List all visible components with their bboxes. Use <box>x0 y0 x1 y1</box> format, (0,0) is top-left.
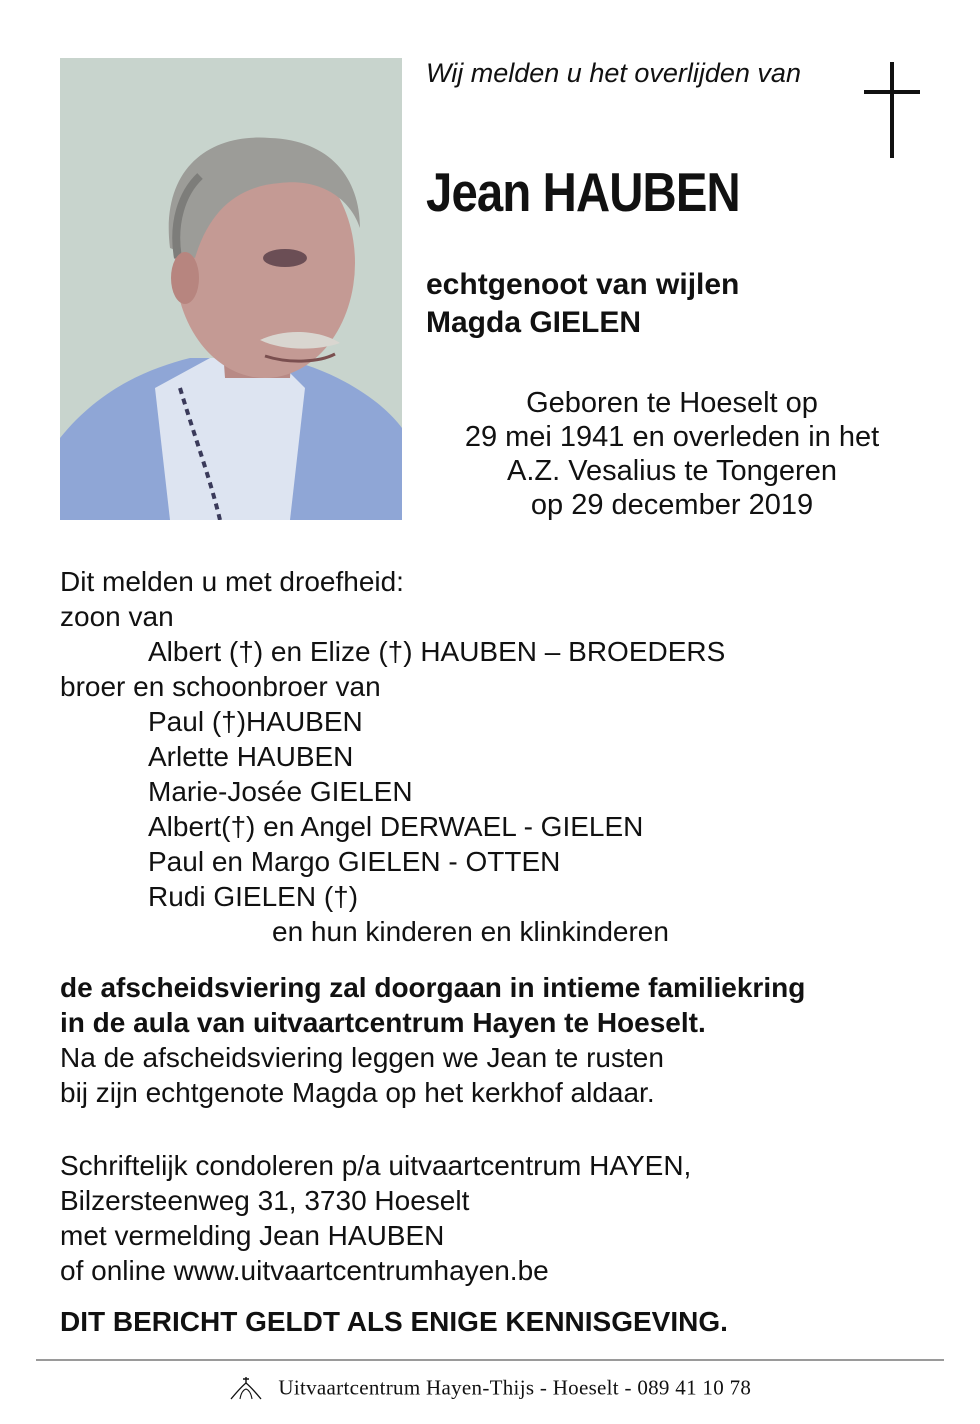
condolences-info <box>60 1148 940 1288</box>
cross-icon <box>864 62 920 160</box>
condolence-line-1: Schriftelijk condoleren p/a uitvaartcentrum HAYEN, <box>60 1150 692 1181</box>
deceased-name: Jean HAUBEN <box>426 161 740 223</box>
family-intro: Dit melden u met droefheid: <box>60 566 404 597</box>
footer-text: Uitvaartcentrum Hayen-Thijs - Hoeselt - 089 41 10 78 <box>278 1375 752 1400</box>
birth-line-1: Geboren te Hoeselt op <box>526 387 818 419</box>
family-list <box>60 564 940 949</box>
children-line: en hun kinderen en klinkinderen <box>272 916 669 947</box>
spouse-line-1: echtgenoot van wijlen <box>426 268 740 301</box>
spouse-info <box>426 266 739 342</box>
birth-line-3: A.Z. Vesalius te Tongeren <box>507 455 837 487</box>
sibling-item: Paul (†)HAUBEN <box>148 706 363 737</box>
divider <box>36 1359 944 1361</box>
birth-death-info <box>430 386 914 522</box>
intro-text: Wij melden u het overlijden van <box>426 58 801 88</box>
condolence-line-2: Bilzersteenweg 31, 3730 Hoeselt <box>60 1185 470 1216</box>
funeral-home-logo-icon <box>229 1375 263 1401</box>
sibling-item: Arlette HAUBEN <box>148 741 354 772</box>
sibling-item: Rudi GIELEN (†) <box>148 881 359 912</box>
notice-text: DIT BERICHT GELDT ALS ENIGE KENNISGEVING. <box>60 1306 728 1337</box>
birth-line-2: 29 mei 1941 en overleden in het <box>464 421 880 453</box>
portrait-photo <box>60 58 402 520</box>
parents: Albert (†) en Elize (†) HAUBEN – BROEDERS <box>148 636 726 667</box>
condolence-line-3: met vermelding Jean HAUBEN <box>60 1220 445 1251</box>
spouse-line-2: Magda GIELEN <box>426 306 642 339</box>
condolence-line-4: of online www.uitvaartcentrumhayen.be <box>60 1255 549 1286</box>
ceremony-line-3: Na de afscheidsviering leggen we Jean te rusten <box>60 1042 664 1073</box>
sibling-item: Marie-Josée GIELEN <box>148 776 413 807</box>
son-of-label: zoon van <box>60 601 174 632</box>
sibling-item: Paul en Margo GIELEN - OTTEN <box>148 846 561 877</box>
footer <box>0 1374 980 1401</box>
ceremony-line-1: de afscheidsviering zal doorgaan in intieme familiekring <box>60 972 806 1003</box>
ceremony-info <box>60 970 940 1110</box>
ceremony-line-4: bij zijn echtgenote Magda op het kerkhof aldaar. <box>60 1077 655 1108</box>
sibling-item: Albert(†) en Angel DERWAEL - GIELEN <box>148 811 644 842</box>
birth-line-4: op 29 december 2019 <box>530 489 814 521</box>
siblings-label: broer en schoonbroer van <box>60 671 381 702</box>
ceremony-line-2: in de aula van uitvaartcentrum Hayen te Hoeselt. <box>60 1007 706 1038</box>
portrait-illustration <box>60 58 402 520</box>
